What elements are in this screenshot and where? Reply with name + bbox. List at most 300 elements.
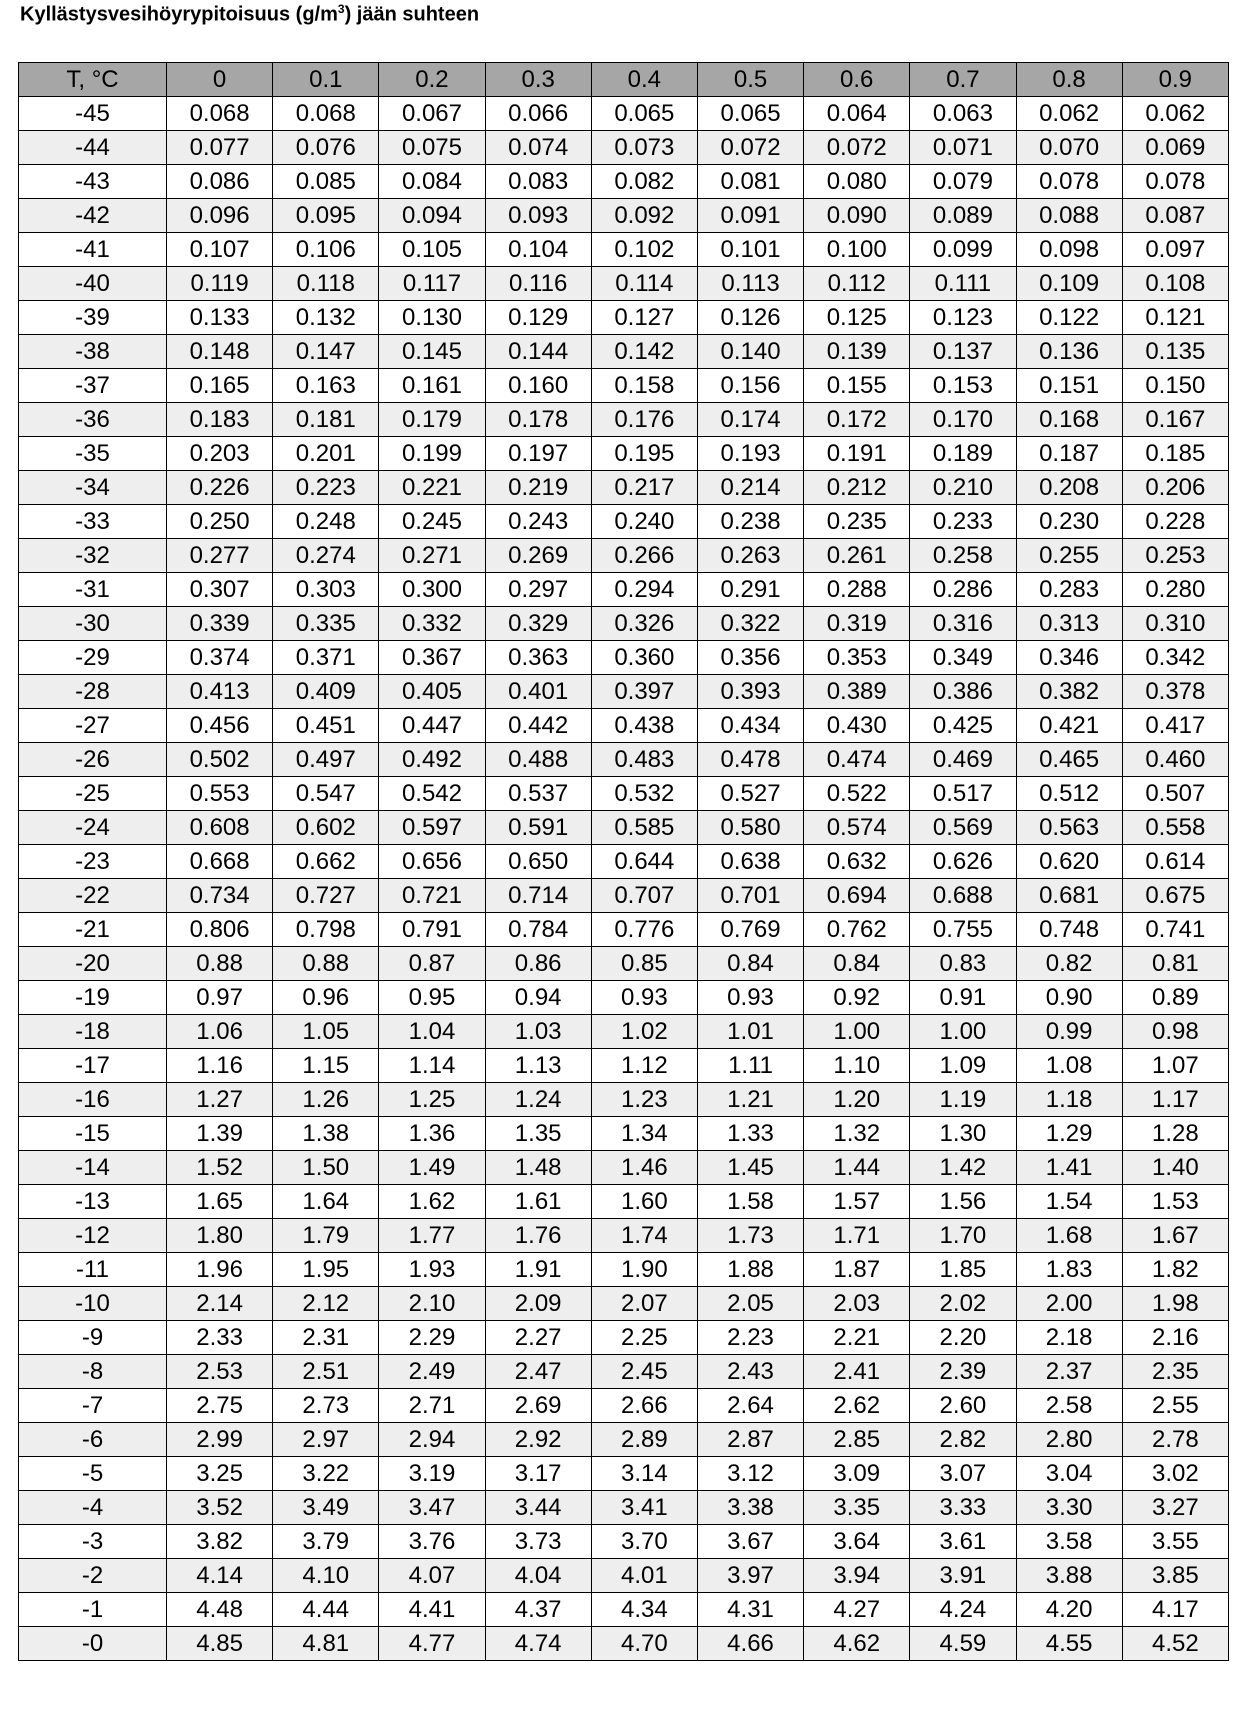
value-cell: 2.39 [910,1355,1016,1389]
value-cell: 3.07 [910,1457,1016,1491]
title-suffix: ) jään suhteen [344,3,480,26]
value-cell: 4.55 [1016,1627,1122,1661]
value-cell: 2.21 [804,1321,910,1355]
value-cell: 0.238 [697,505,803,539]
temperature-cell: -8 [19,1355,167,1389]
table-row [19,437,1229,471]
table-row [19,199,1229,233]
value-cell: 0.497 [273,743,379,777]
value-cell: 1.48 [485,1151,591,1185]
value-cell: 0.233 [910,505,1016,539]
value-cell: 3.44 [485,1491,591,1525]
temperature-cell: -32 [19,539,167,573]
value-cell: 1.93 [379,1253,485,1287]
value-cell: 4.14 [167,1559,273,1593]
temperature-cell: -20 [19,947,167,981]
temperature-cell: -26 [19,743,167,777]
table-row [19,301,1229,335]
value-cell: 0.179 [379,403,485,437]
title-superscript: 3 [337,2,345,16]
value-cell: 0.274 [273,539,379,573]
value-cell: 0.091 [697,199,803,233]
value-cell: 0.89 [1122,981,1228,1015]
table-row [19,335,1229,369]
value-cell: 4.62 [804,1627,910,1661]
value-cell: 0.106 [273,233,379,267]
column-header: 0.2 [379,63,485,97]
value-cell: 0.147 [273,335,379,369]
value-cell: 1.90 [591,1253,697,1287]
value-cell: 1.28 [1122,1117,1228,1151]
temperature-cell: -25 [19,777,167,811]
value-cell: 0.294 [591,573,697,607]
value-cell: 3.70 [591,1525,697,1559]
value-cell: 1.26 [273,1083,379,1117]
value-cell: 2.02 [910,1287,1016,1321]
value-cell: 3.88 [1016,1559,1122,1593]
value-cell: 0.094 [379,199,485,233]
value-cell: 0.748 [1016,913,1122,947]
value-cell: 4.81 [273,1627,379,1661]
table-row [19,913,1229,947]
value-cell: 0.089 [910,199,1016,233]
temperature-cell: -31 [19,573,167,607]
value-cell: 3.49 [273,1491,379,1525]
temperature-cell: -42 [19,199,167,233]
value-cell: 0.168 [1016,403,1122,437]
value-cell: 0.798 [273,913,379,947]
value-cell: 4.04 [485,1559,591,1593]
value-cell: 0.280 [1122,573,1228,607]
value-cell: 1.95 [273,1253,379,1287]
table-row [19,1525,1229,1559]
value-cell: 0.136 [1016,335,1122,369]
value-cell: 0.374 [167,641,273,675]
temperature-cell: -3 [19,1525,167,1559]
value-cell: 0.121 [1122,301,1228,335]
value-cell: 0.189 [910,437,1016,471]
temperature-cell: -23 [19,845,167,879]
value-cell: 0.417 [1122,709,1228,743]
temperature-cell: -28 [19,675,167,709]
value-cell: 0.456 [167,709,273,743]
value-cell: 0.255 [1016,539,1122,573]
value-cell: 2.16 [1122,1321,1228,1355]
value-cell: 0.064 [804,97,910,131]
value-cell: 0.638 [697,845,803,879]
value-cell: 0.080 [804,165,910,199]
value-cell: 0.93 [591,981,697,1015]
value-cell: 0.688 [910,879,1016,913]
table-row [19,1457,1229,1491]
value-cell: 0.063 [910,97,1016,131]
value-cell: 0.126 [697,301,803,335]
value-cell: 0.087 [1122,199,1228,233]
value-cell: 4.34 [591,1593,697,1627]
value-cell: 2.89 [591,1423,697,1457]
value-cell: 0.316 [910,607,1016,641]
temperature-cell: -11 [19,1253,167,1287]
value-cell: 0.319 [804,607,910,641]
value-cell: 1.14 [379,1049,485,1083]
value-cell: 3.97 [697,1559,803,1593]
value-cell: 3.52 [167,1491,273,1525]
value-cell: 1.23 [591,1083,697,1117]
value-cell: 0.87 [379,947,485,981]
value-cell: 0.208 [1016,471,1122,505]
value-cell: 4.66 [697,1627,803,1661]
value-cell: 0.632 [804,845,910,879]
value-cell: 0.214 [697,471,803,505]
table-row [19,1219,1229,1253]
table-row [19,505,1229,539]
value-cell: 2.47 [485,1355,591,1389]
value-cell: 2.23 [697,1321,803,1355]
value-cell: 0.158 [591,369,697,403]
value-cell: 0.142 [591,335,697,369]
value-cell: 4.17 [1122,1593,1228,1627]
value-cell: 0.221 [379,471,485,505]
value-cell: 0.176 [591,403,697,437]
value-cell: 2.29 [379,1321,485,1355]
value-cell: 2.05 [697,1287,803,1321]
value-cell: 1.74 [591,1219,697,1253]
table-row [19,1185,1229,1219]
value-cell: 0.163 [273,369,379,403]
column-header: 0.3 [485,63,591,97]
temperature-cell: -13 [19,1185,167,1219]
value-cell: 0.226 [167,471,273,505]
value-cell: 3.35 [804,1491,910,1525]
value-cell: 4.74 [485,1627,591,1661]
value-cell: 4.44 [273,1593,379,1627]
value-cell: 4.77 [379,1627,485,1661]
value-cell: 0.574 [804,811,910,845]
value-cell: 1.07 [1122,1049,1228,1083]
value-cell: 0.608 [167,811,273,845]
value-cell: 0.088 [1016,199,1122,233]
value-cell: 0.553 [167,777,273,811]
value-cell: 2.60 [910,1389,1016,1423]
value-cell: 0.727 [273,879,379,913]
value-cell: 1.45 [697,1151,803,1185]
value-cell: 0.219 [485,471,591,505]
value-cell: 2.85 [804,1423,910,1457]
value-cell: 0.363 [485,641,591,675]
temperature-cell: -16 [19,1083,167,1117]
value-cell: 0.714 [485,879,591,913]
temperature-cell: -22 [19,879,167,913]
value-cell: 1.60 [591,1185,697,1219]
value-cell: 2.37 [1016,1355,1122,1389]
value-cell: 3.64 [804,1525,910,1559]
value-cell: 0.91 [910,981,1016,1015]
value-cell: 4.41 [379,1593,485,1627]
value-cell: 1.79 [273,1219,379,1253]
value-cell: 3.76 [379,1525,485,1559]
value-cell: 1.96 [167,1253,273,1287]
table-row [19,267,1229,301]
value-cell: 2.66 [591,1389,697,1423]
value-cell: 1.65 [167,1185,273,1219]
temperature-cell: -44 [19,131,167,165]
value-cell: 0.478 [697,743,803,777]
value-cell: 0.681 [1016,879,1122,913]
value-cell: 0.139 [804,335,910,369]
value-cell: 3.61 [910,1525,1016,1559]
table-row [19,131,1229,165]
temperature-cell: -4 [19,1491,167,1525]
value-cell: 0.507 [1122,777,1228,811]
value-cell: 4.85 [167,1627,273,1661]
table-row [19,607,1229,641]
table-header [19,63,1229,97]
value-cell: 0.694 [804,879,910,913]
value-cell: 0.123 [910,301,1016,335]
value-cell: 0.329 [485,607,591,641]
temperature-cell: -45 [19,97,167,131]
value-cell: 2.69 [485,1389,591,1423]
value-cell: 0.240 [591,505,697,539]
value-cell: 0.602 [273,811,379,845]
temperature-cell: -1 [19,1593,167,1627]
temperature-cell: -15 [19,1117,167,1151]
value-cell: 0.721 [379,879,485,913]
table-row [19,369,1229,403]
table-row [19,1491,1229,1525]
value-cell: 0.095 [273,199,379,233]
value-cell: 1.02 [591,1015,697,1049]
value-cell: 0.393 [697,675,803,709]
value-cell: 4.70 [591,1627,697,1661]
value-cell: 0.791 [379,913,485,947]
value-cell: 0.430 [804,709,910,743]
table-row [19,1117,1229,1151]
value-cell: 2.53 [167,1355,273,1389]
column-header: 0.8 [1016,63,1122,97]
value-cell: 1.21 [697,1083,803,1117]
value-cell: 0.558 [1122,811,1228,845]
table-row [19,709,1229,743]
column-header-temperature: T, °C [19,63,167,97]
value-cell: 1.35 [485,1117,591,1151]
column-header: 0.5 [697,63,803,97]
value-cell: 3.38 [697,1491,803,1525]
table-row [19,1253,1229,1287]
value-cell: 1.82 [1122,1253,1228,1287]
value-cell: 2.33 [167,1321,273,1355]
value-cell: 2.87 [697,1423,803,1457]
value-cell: 0.84 [697,947,803,981]
temperature-cell: -29 [19,641,167,675]
value-cell: 1.46 [591,1151,697,1185]
value-cell: 1.53 [1122,1185,1228,1219]
value-cell: 0.193 [697,437,803,471]
value-cell: 1.42 [910,1151,1016,1185]
value-cell: 1.10 [804,1049,910,1083]
value-cell: 1.29 [1016,1117,1122,1151]
value-cell: 0.151 [1016,369,1122,403]
value-cell: 0.067 [379,97,485,131]
temperature-cell: -43 [19,165,167,199]
table-row [19,233,1229,267]
value-cell: 0.86 [485,947,591,981]
value-cell: 0.451 [273,709,379,743]
value-cell: 0.156 [697,369,803,403]
value-cell: 0.313 [1016,607,1122,641]
value-cell: 0.591 [485,811,591,845]
value-cell: 1.77 [379,1219,485,1253]
table-row [19,1321,1229,1355]
value-cell: 1.12 [591,1049,697,1083]
value-cell: 2.64 [697,1389,803,1423]
value-cell: 0.806 [167,913,273,947]
value-cell: 0.116 [485,267,591,301]
value-cell: 0.144 [485,335,591,369]
table-row [19,403,1229,437]
value-cell: 2.12 [273,1287,379,1321]
value-cell: 1.11 [697,1049,803,1083]
value-cell: 0.97 [167,981,273,1015]
value-cell: 0.271 [379,539,485,573]
value-cell: 1.91 [485,1253,591,1287]
value-cell: 0.303 [273,573,379,607]
value-cell: 0.081 [697,165,803,199]
value-cell: 0.187 [1016,437,1122,471]
value-cell: 0.160 [485,369,591,403]
value-cell: 0.098 [1016,233,1122,267]
value-cell: 2.51 [273,1355,379,1389]
value-cell: 0.339 [167,607,273,641]
value-cell: 4.31 [697,1593,803,1627]
value-cell: 0.167 [1122,403,1228,437]
table-row [19,1355,1229,1389]
value-cell: 4.07 [379,1559,485,1593]
value-cell: 4.59 [910,1627,1016,1661]
value-cell: 0.085 [273,165,379,199]
value-cell: 0.250 [167,505,273,539]
value-cell: 0.082 [591,165,697,199]
value-cell: 0.474 [804,743,910,777]
value-cell: 1.04 [379,1015,485,1049]
value-cell: 1.20 [804,1083,910,1117]
value-cell: 1.13 [485,1049,591,1083]
value-cell: 1.06 [167,1015,273,1049]
value-cell: 0.178 [485,403,591,437]
value-cell: 0.161 [379,369,485,403]
value-cell: 2.99 [167,1423,273,1457]
temperature-cell: -12 [19,1219,167,1253]
value-cell: 0.099 [910,233,1016,267]
value-cell: 0.133 [167,301,273,335]
value-cell: 0.644 [591,845,697,879]
value-cell: 0.148 [167,335,273,369]
value-cell: 2.71 [379,1389,485,1423]
value-cell: 3.22 [273,1457,379,1491]
value-cell: 0.097 [1122,233,1228,267]
value-cell: 0.199 [379,437,485,471]
value-cell: 1.62 [379,1185,485,1219]
value-cell: 2.20 [910,1321,1016,1355]
value-cell: 2.55 [1122,1389,1228,1423]
value-cell: 2.73 [273,1389,379,1423]
value-cell: 1.64 [273,1185,379,1219]
value-cell: 0.066 [485,97,591,131]
value-cell: 1.38 [273,1117,379,1151]
value-cell: 0.212 [804,471,910,505]
value-cell: 1.50 [273,1151,379,1185]
value-cell: 0.409 [273,675,379,709]
temperature-cell: -38 [19,335,167,369]
value-cell: 2.49 [379,1355,485,1389]
value-cell: 4.24 [910,1593,1016,1627]
value-cell: 1.00 [804,1015,910,1049]
temperature-cell: -34 [19,471,167,505]
temperature-cell: -33 [19,505,167,539]
value-cell: 0.434 [697,709,803,743]
value-cell: 0.150 [1122,369,1228,403]
value-cell: 0.137 [910,335,1016,369]
temperature-cell: -10 [19,1287,167,1321]
value-cell: 0.734 [167,879,273,913]
table-row [19,641,1229,675]
value-cell: 0.707 [591,879,697,913]
value-cell: 2.10 [379,1287,485,1321]
value-cell: 0.155 [804,369,910,403]
value-cell: 0.181 [273,403,379,437]
value-cell: 0.291 [697,573,803,607]
table-body [19,97,1229,1661]
value-cell: 0.614 [1122,845,1228,879]
value-cell: 0.94 [485,981,591,1015]
value-cell: 2.07 [591,1287,697,1321]
value-cell: 1.83 [1016,1253,1122,1287]
value-cell: 0.230 [1016,505,1122,539]
value-cell: 0.460 [1122,743,1228,777]
value-cell: 0.401 [485,675,591,709]
value-cell: 0.283 [1016,573,1122,607]
temperature-cell: -21 [19,913,167,947]
temperature-cell: -35 [19,437,167,471]
value-cell: 0.442 [485,709,591,743]
value-cell: 0.585 [591,811,697,845]
table-row [19,675,1229,709]
value-cell: 0.105 [379,233,485,267]
value-cell: 2.18 [1016,1321,1122,1355]
value-cell: 0.248 [273,505,379,539]
temperature-cell: -37 [19,369,167,403]
value-cell: 0.286 [910,573,1016,607]
value-cell: 0.263 [697,539,803,573]
value-cell: 0.382 [1016,675,1122,709]
value-cell: 0.108 [1122,267,1228,301]
value-cell: 1.25 [379,1083,485,1117]
value-cell: 0.266 [591,539,697,573]
column-header: 0.1 [273,63,379,97]
value-cell: 0.776 [591,913,697,947]
value-cell: 0.81 [1122,947,1228,981]
table-row [19,1559,1229,1593]
value-cell: 2.41 [804,1355,910,1389]
table-row [19,1627,1229,1661]
temperature-cell: -40 [19,267,167,301]
value-cell: 0.300 [379,573,485,607]
value-cell: 1.41 [1016,1151,1122,1185]
value-cell: 0.132 [273,301,379,335]
value-cell: 1.05 [273,1015,379,1049]
value-cell: 1.85 [910,1253,1016,1287]
value-cell: 3.94 [804,1559,910,1593]
